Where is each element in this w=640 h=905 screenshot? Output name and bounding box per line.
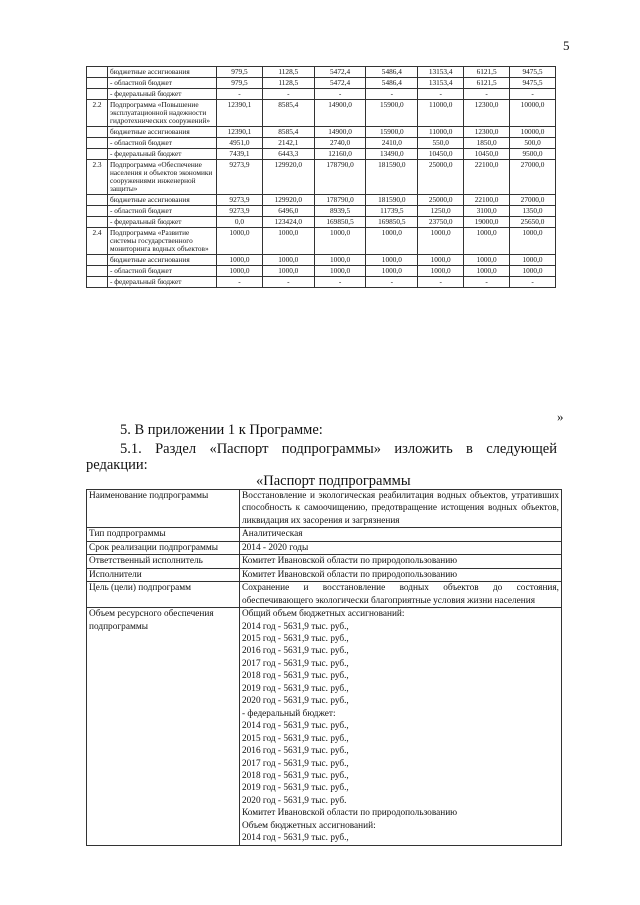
funding-line: Объем бюджетных ассигнований: [242, 820, 376, 831]
table-row [87, 149, 556, 160]
table-row [87, 138, 556, 149]
table-cell: - [217, 277, 263, 288]
row-index: 2.4 [87, 228, 108, 255]
table-cell: 11739,5 [366, 206, 418, 217]
row-label: - федеральный бюджет [108, 89, 217, 100]
row-index [87, 255, 108, 266]
passport-row [87, 582, 562, 608]
row-index [87, 277, 108, 288]
table-cell: - [418, 89, 464, 100]
table-cell: 9475,5 [510, 67, 556, 78]
funding-line: 2016 год - 5631,9 тыс. руб., [242, 646, 349, 657]
table-cell: - [217, 89, 263, 100]
table-row [87, 266, 556, 277]
row-label: - федеральный бюджет [108, 217, 217, 228]
paragraph-continuation: редакции: [86, 457, 148, 473]
passport-value: Комитет Ивановской области по природопользованию [240, 568, 562, 581]
row-index [87, 138, 108, 149]
passport-row-funding [87, 608, 562, 846]
table-cell: 1000,0 [366, 255, 418, 266]
passport-row [87, 568, 562, 581]
table-cell: 169850,5 [366, 217, 418, 228]
passport-key: Цель (цели) подпрограмм [87, 582, 240, 608]
table-cell: 181590,0 [366, 195, 418, 206]
table-cell: 1250,0 [418, 206, 464, 217]
table-cell: 22100,0 [464, 195, 510, 206]
funding-line: 2014 год - 5631,9 тыс. руб., [242, 833, 349, 844]
table-cell: 1000,0 [366, 228, 418, 255]
table-cell: 550,0 [418, 138, 464, 149]
table-row [87, 127, 556, 138]
table-cell: 979,5 [217, 78, 263, 89]
table-cell: 178790,0 [314, 195, 366, 206]
table-cell: 181590,0 [366, 160, 418, 195]
table-cell: 169850,5 [314, 217, 366, 228]
instruction-word: следующей [486, 441, 557, 457]
row-index [87, 149, 108, 160]
table-cell: 1000,0 [510, 266, 556, 277]
paragraph-heading: 5. В приложении 1 к Программе: [120, 422, 323, 438]
row-index [87, 67, 108, 78]
table-cell: 10450,0 [464, 149, 510, 160]
table-cell: 3100,0 [464, 206, 510, 217]
row-index: 2.3 [87, 160, 108, 195]
table-cell: 7439,1 [217, 149, 263, 160]
table-row [87, 255, 556, 266]
passport-table [86, 489, 562, 846]
table-cell: 10000,0 [510, 100, 556, 127]
row-index: 2.2 [87, 100, 108, 127]
table-cell: 0,0 [217, 217, 263, 228]
table-cell: 1128,5 [262, 67, 314, 78]
funding-line: 2019 год - 5631,9 тыс. руб., [242, 783, 349, 794]
table-cell: 25000,0 [418, 195, 464, 206]
row-index [87, 195, 108, 206]
table-cell: 19000,0 [464, 217, 510, 228]
funding-line: - федеральный бюджет: [242, 708, 336, 719]
table-cell: 1850,0 [464, 138, 510, 149]
passport-value: Сохранение и восстановление водных объектов до состояния, обеспечивающего экологически благоприятные условия жизни населения [240, 582, 562, 608]
table-cell: 22100,0 [464, 160, 510, 195]
table-cell: 10450,0 [418, 149, 464, 160]
table-cell: 1000,0 [464, 228, 510, 255]
table-cell: 9475,5 [510, 78, 556, 89]
table-row [87, 89, 556, 100]
table-cell: 27000,0 [510, 195, 556, 206]
table-cell: 12390,1 [217, 100, 263, 127]
passport-row [87, 528, 562, 541]
row-label: бюджетные ассигнования [108, 195, 217, 206]
table-cell: 6121,5 [464, 67, 510, 78]
row-label: Подпрограмма «Обеспечение населения и объектов экономики сооружениями инженерной защиты» [108, 160, 217, 195]
funding-line: 2018 год - 5631,9 тыс. руб., [242, 671, 349, 682]
table-cell: 8939,5 [314, 206, 366, 217]
row-label: бюджетные ассигнования [108, 255, 217, 266]
table-cell: 5472,4 [314, 78, 366, 89]
table-cell: 6121,5 [464, 78, 510, 89]
funding-line: 2020 год - 5631,9 тыс. руб. [242, 795, 347, 806]
table-cell: 12300,0 [464, 100, 510, 127]
table-cell: 979,5 [217, 67, 263, 78]
passport-key: Наименование подпрограммы [87, 490, 240, 528]
paragraph-instruction [120, 441, 557, 458]
row-index [87, 127, 108, 138]
instruction-word: изложить [394, 441, 453, 457]
row-label: - федеральный бюджет [108, 149, 217, 160]
table-cell: - [510, 277, 556, 288]
table-cell: 8585,4 [262, 100, 314, 127]
table-cell: 129920,0 [262, 160, 314, 195]
table-row [87, 160, 556, 195]
funding-line: 2019 год - 5631,9 тыс. руб., [242, 683, 349, 694]
table-cell: 4951,0 [217, 138, 263, 149]
table-row [87, 217, 556, 228]
table-cell: 13153,4 [418, 67, 464, 78]
funding-line: 2014 год - 5631,9 тыс. руб., [242, 721, 349, 732]
funding-line: 2017 год - 5631,9 тыс. руб., [242, 758, 349, 769]
table-cell: 25000,0 [418, 160, 464, 195]
funding-line: 2020 год - 5631,9 тыс. руб., [242, 696, 349, 707]
table-cell: 1000,0 [464, 255, 510, 266]
table-cell: 1000,0 [217, 228, 263, 255]
table-cell: 1000,0 [262, 266, 314, 277]
table-cell: 9500,0 [510, 149, 556, 160]
table-cell: 1000,0 [217, 266, 263, 277]
table-cell: 9273,9 [217, 160, 263, 195]
table-cell: 2410,0 [366, 138, 418, 149]
table-cell: 12160,0 [314, 149, 366, 160]
passport-row [87, 490, 562, 528]
table-cell: 1000,0 [464, 266, 510, 277]
row-label: бюджетные ассигнования [108, 67, 217, 78]
table-cell: 5472,4 [314, 67, 366, 78]
funding-line: Комитет Ивановской области по природопользованию [242, 808, 458, 819]
table-cell: - [464, 89, 510, 100]
passport-value: Аналитическая [240, 528, 562, 541]
table-cell: 14900,0 [314, 100, 366, 127]
funding-line: 2017 год - 5631,9 тыс. руб., [242, 658, 349, 669]
table-row [87, 100, 556, 127]
table-cell: - [366, 277, 418, 288]
table-cell: - [262, 277, 314, 288]
funding-line: 2014 год - 5631,9 тыс. руб., [242, 621, 349, 632]
row-label: - областной бюджет [108, 138, 217, 149]
table-cell: 1000,0 [418, 228, 464, 255]
table-cell: 2740,0 [314, 138, 366, 149]
passport-row [87, 555, 562, 568]
row-label: - областной бюджет [108, 266, 217, 277]
table-cell: 5486,4 [366, 78, 418, 89]
instruction-word: 5.1. [120, 441, 142, 457]
instruction-word: подпрограммы» [281, 441, 382, 457]
table-row [87, 228, 556, 255]
row-label: Подпрограмма «Повышение эксплуатационной надежности гидротехнических сооружений» [108, 100, 217, 127]
table-cell: 1000,0 [314, 228, 366, 255]
funding-line: 2018 год - 5631,9 тыс. руб., [242, 770, 349, 781]
table-cell: 27000,0 [510, 160, 556, 195]
row-index [87, 89, 108, 100]
page-number: 5 [563, 38, 570, 53]
closing-quote: » [557, 409, 564, 424]
table-cell: 11000,0 [418, 127, 464, 138]
passport-title: «Паспорт подпрограммы [256, 473, 411, 489]
passport-value: 2014 - 2020 годы [240, 541, 562, 554]
passport-key: Ответственный исполнитель [87, 555, 240, 568]
table-cell: 12390,1 [217, 127, 263, 138]
table-cell: 123424,0 [262, 217, 314, 228]
table-cell: 8585,4 [262, 127, 314, 138]
table-row [87, 206, 556, 217]
funding-line: 2015 год - 5631,9 тыс. руб., [242, 633, 349, 644]
table-cell: 12300,0 [464, 127, 510, 138]
table-cell: 23750,0 [418, 217, 464, 228]
row-label: - федеральный бюджет [108, 277, 217, 288]
table-cell: 15900,0 [366, 100, 418, 127]
row-index [87, 206, 108, 217]
table-cell: - [510, 89, 556, 100]
row-index [87, 78, 108, 89]
table-cell: 1000,0 [510, 255, 556, 266]
row-label: Подпрограмма «Развитие системы государственного мониторинга водных объектов» [108, 228, 217, 255]
passport-value: Восстановление и экологическая реабилитация водных объектов, утративших способность к самоочищению, предотвращение истощения водных объектов, ликвидация их засорения и загрязнения [240, 490, 562, 528]
table-row [87, 195, 556, 206]
table-cell: 13153,4 [418, 78, 464, 89]
instruction-word: Раздел [155, 441, 197, 457]
table-cell: 500,0 [510, 138, 556, 149]
passport-key: Тип подпрограммы [87, 528, 240, 541]
instruction-word: «Паспорт [209, 441, 269, 457]
table-cell: 129920,0 [262, 195, 314, 206]
funding-line: 2016 год - 5631,9 тыс. руб., [242, 746, 349, 757]
table-cell: 10000,0 [510, 127, 556, 138]
table-cell: 6443,3 [262, 149, 314, 160]
table-cell: 13490,0 [366, 149, 418, 160]
table-row [87, 67, 556, 78]
funding-line: Общий объем бюджетных ассигнований: [242, 609, 405, 620]
table-cell: 14900,0 [314, 127, 366, 138]
table-cell: 1000,0 [217, 255, 263, 266]
table-cell: - [314, 89, 366, 100]
table-cell: 2142,1 [262, 138, 314, 149]
table-cell: 11000,0 [418, 100, 464, 127]
funding-lines [240, 608, 562, 846]
table-cell: 25650,0 [510, 217, 556, 228]
passport-value: Комитет Ивановской области по природопользованию [240, 555, 562, 568]
table-cell: 1350,0 [510, 206, 556, 217]
table-cell: 178790,0 [314, 160, 366, 195]
passport-key: Срок реализации подпрограммы [87, 541, 240, 554]
table-cell: 1000,0 [366, 266, 418, 277]
passport-key: Исполнители [87, 568, 240, 581]
passport-key: Объем ресурсного обеспечения подпрограммы [87, 608, 240, 846]
funding-line: 2015 год - 5631,9 тыс. руб., [242, 733, 349, 744]
table-cell: 5486,4 [366, 67, 418, 78]
table-cell: 1000,0 [262, 255, 314, 266]
table-cell: - [366, 89, 418, 100]
table-cell: 15900,0 [366, 127, 418, 138]
table-cell: - [314, 277, 366, 288]
table-row [87, 277, 556, 288]
table-cell: 1000,0 [510, 228, 556, 255]
table-cell: 1000,0 [314, 255, 366, 266]
table-cell: 1000,0 [418, 255, 464, 266]
row-index [87, 266, 108, 277]
table-cell: 1000,0 [262, 228, 314, 255]
table-cell: 1000,0 [314, 266, 366, 277]
table-cell: 6496,0 [262, 206, 314, 217]
table-cell: 9273,9 [217, 195, 263, 206]
table-cell: - [262, 89, 314, 100]
row-label: - областной бюджет [108, 206, 217, 217]
row-index [87, 217, 108, 228]
row-label: бюджетные ассигнования [108, 127, 217, 138]
row-label: - областной бюджет [108, 78, 217, 89]
table-row [87, 78, 556, 89]
subprogram-funding-table [86, 66, 556, 288]
table-cell: 9273,9 [217, 206, 263, 217]
instruction-word: в [466, 441, 473, 457]
table-cell: 1128,5 [262, 78, 314, 89]
table-cell: 1000,0 [418, 266, 464, 277]
table-cell: - [418, 277, 464, 288]
passport-row [87, 541, 562, 554]
table-cell: - [464, 277, 510, 288]
